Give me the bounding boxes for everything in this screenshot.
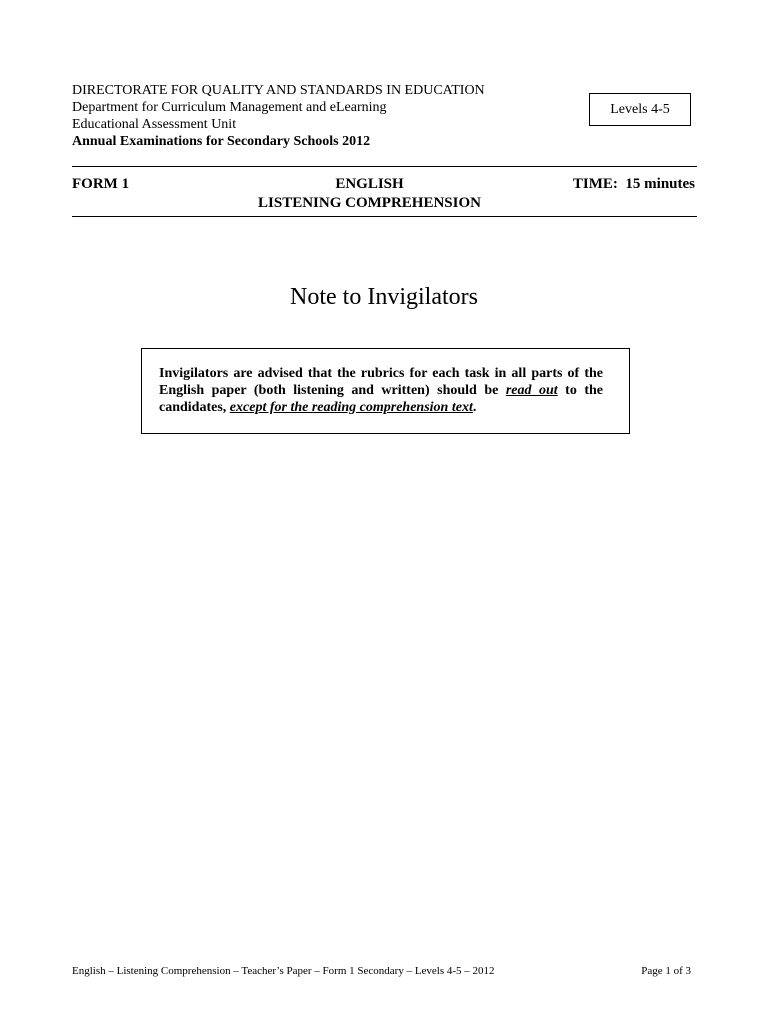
note-text-part1: Invigilators are advised that the rubrics for each task in all parts of the English paper (both listening and written) should be — [159, 366, 603, 398]
bottom-divider — [72, 216, 697, 217]
subject-title-line2: LISTENING COMPREHENSION — [258, 195, 481, 211]
note-title: Note to Invigilators — [290, 284, 478, 310]
page-number: Page 1 of 3 — [641, 965, 691, 977]
levels-label: Levels 4-5 — [610, 101, 670, 117]
note-emphasis-read-out: read out — [505, 383, 558, 398]
department-name: Department for Curriculum Management and eLearning — [72, 100, 387, 115]
note-text-part2: to the candidates, — [159, 383, 603, 415]
footer-text: English – Listening Comprehension – Teacher’s Paper – Form 1 Secondary – Levels 4-5 – 2012 — [72, 965, 495, 977]
time-label: TIME: 15 minutes — [572, 176, 695, 192]
directorate-title: DIRECTORATE FOR QUALITY AND STANDARDS IN EDUCATION — [72, 83, 485, 98]
form-label: FORM 1 — [72, 176, 130, 192]
top-divider — [72, 166, 697, 167]
exam-name: Annual Examinations for Secondary Schools 2012 — [72, 134, 371, 149]
note-text-part3: . — [472, 400, 477, 415]
subject-row — [72, 175, 697, 215]
subject-title — [232, 175, 507, 213]
note-emphasis-exception: except for the reading comprehension text — [229, 400, 473, 415]
note-box — [141, 348, 630, 434]
header-block — [72, 82, 552, 150]
unit-name: Educational Assessment Unit — [72, 117, 237, 132]
levels-box — [589, 93, 691, 126]
subject-title-line1: ENGLISH — [335, 176, 404, 192]
